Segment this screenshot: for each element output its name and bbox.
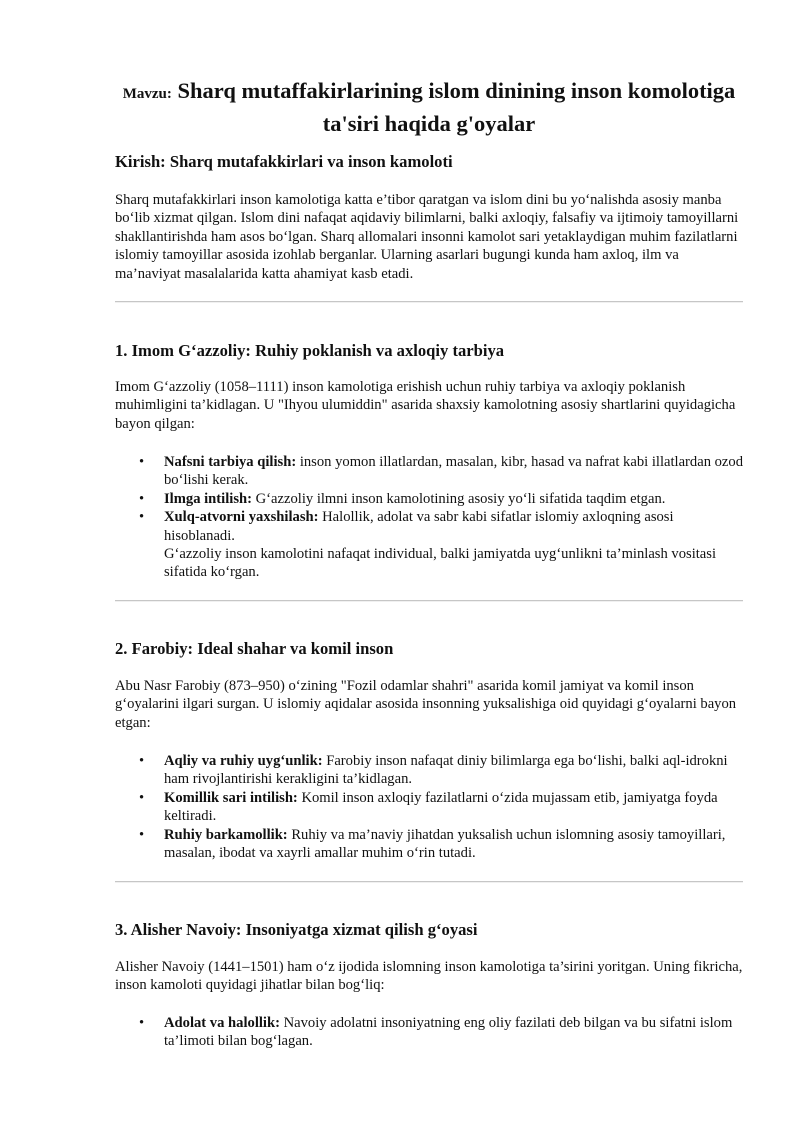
- section-divider: [115, 301, 743, 303]
- section-1-list: [115, 453, 743, 582]
- list-item: [115, 453, 743, 490]
- list-item: [115, 752, 743, 789]
- item-note: G‘azzoliy inson kamolotini nafaqat individual, balki jamiyatda uyg‘unlikni ta’minlash vositasi sifatida ko‘rgan.: [164, 546, 717, 581]
- bullet-icon: •: [139, 454, 145, 470]
- intro-heading: Kirish: Sharq mutafakkirlari va inson kamoloti: [115, 152, 453, 171]
- item-term: Adolat va halollik:: [164, 1015, 280, 1031]
- item-term: Komillik sari intilish:: [164, 789, 298, 806]
- bullet-icon: •: [139, 509, 145, 526]
- item-text: Farobiy inson nafaqat diniy bilimlarga ega bo‘lishi, balki aql-idrokni ham rivojlantirishi kerakligini ta’kidlagan.: [164, 753, 728, 788]
- item-term: Xulq-atvorni yaxshilash:: [164, 509, 319, 526]
- section-3-list: [115, 1014, 743, 1051]
- section-3-heading: 3. Alisher Navoiy: Insoniyatga xizmat qilish g‘oyasi: [115, 920, 478, 939]
- bullet-icon: •: [139, 1015, 145, 1031]
- bullet-icon: •: [139, 490, 145, 507]
- item-term: Ilmga intilish:: [164, 490, 252, 507]
- item-text: Komil inson axloqiy fazilatlarni o‘zida mujassam etib, jamiyatga foyda keltiradi.: [164, 789, 718, 825]
- list-item: [115, 1014, 743, 1051]
- item-text: Ruhiy va ma’naviy jihatdan yuksalish uchun islomning asosiy tamoyillari, masalan, ibodat va xayrli amallar muhim o‘rin tutadi.: [164, 826, 726, 862]
- section-2-list: [115, 752, 743, 862]
- item-text: Halollik, adolat va sabr kabi sifatlar islomiy axloqning asosi hisoblanadi.: [164, 509, 674, 544]
- section-divider: [115, 881, 743, 883]
- item-text: G‘azzoliy ilmni inson kamolotining asosiy yo‘li sifatida taqdim etgan.: [251, 490, 666, 507]
- title-prefix: Mavzu:: [122, 86, 172, 102]
- section-3-paragraph: Alisher Navoiy (1441–1501) ham o‘z ijodida islomning inson kamolotiga ta’sirini yoritgan. Uning fikricha, inson kamoloti quyidagi jihatlar bilan bog‘liq:: [115, 959, 743, 994]
- section-2-heading: 2. Farobiy: Ideal shahar va komil inson: [115, 639, 394, 658]
- item-term: Aqliy va ruhiy uyg‘unlik:: [164, 753, 323, 769]
- item-text: Navoiy adolatni insoniyatning eng oliy fazilati deb bilgan va bu sifatni islom ta’limoti bilan bog‘lagan.: [164, 1015, 733, 1050]
- section-divider: [115, 600, 743, 602]
- title-text: Sharq mutaffakirlarining islom dinining inson komolotiga ta'siri haqida g'oyalar: [177, 78, 736, 136]
- section-1-paragraph: Imom G‘azzoliy (1058–1111) inson kamolotiga erishish uchun ruhiy tarbiya va axloqiy poklanish muhimligini ta’kidlagan. U "Ihyou ulumiddin" asarida shaxsiy kamolotning asosiy shartlarini quyidagicha bayon qilgan:: [115, 379, 736, 432]
- item-term: Nafsni tarbiya qilish:: [164, 454, 297, 470]
- list-item: [115, 490, 743, 508]
- page-title: [115, 76, 743, 138]
- item-term: Ruhiy barkamollik:: [164, 826, 288, 843]
- list-item: [115, 789, 743, 826]
- item-text: inson yomon illatlardan, masalan, kibr, hasad va nafrat kabi illatlardan ozod bo‘lishi kerak.: [164, 454, 744, 489]
- section-1-heading: 1. Imom G‘azzoliy: Ruhiy poklanish va axloqiy tarbiya: [115, 341, 505, 360]
- list-item: [115, 826, 743, 863]
- section-2-paragraph: Abu Nasr Farobiy (873–950) o‘zining "Fozil odamlar shahri" asarida komil jamiyat va komil inson g‘oyalarini ilgari surgan. U islomiy aqidalar asosida insonning yuksalishiga oid quyidagi g‘oyalarni bayon etgan:: [115, 678, 737, 731]
- bullet-icon: •: [139, 753, 145, 769]
- bullet-icon: •: [139, 789, 145, 806]
- bullet-icon: •: [139, 826, 145, 843]
- list-item: [115, 508, 743, 582]
- intro-paragraph: Sharq mutafakkirlari inson kamolotiga katta e’tibor qaratgan va islom dini bu yo‘nalishda asosiy manba bo‘lib xizmat qilgan. Islom dini nafaqat aqidaviy bilimlarni, balki axloqiy, falsafiy va ijtimoiy tamoyillarni shakllantirishda ham asos bo‘lgan. Sharq allomalari insonni kamolot sari yetaklaydigan muhim fazilatlarni islomiy tamoyillar asosida izohlab berganlar. Ularning asarlari bugungi kunda ham axloq, ilm va ma’naviyat masalalarida katta ahamiyat kasb etadi.: [115, 192, 739, 282]
